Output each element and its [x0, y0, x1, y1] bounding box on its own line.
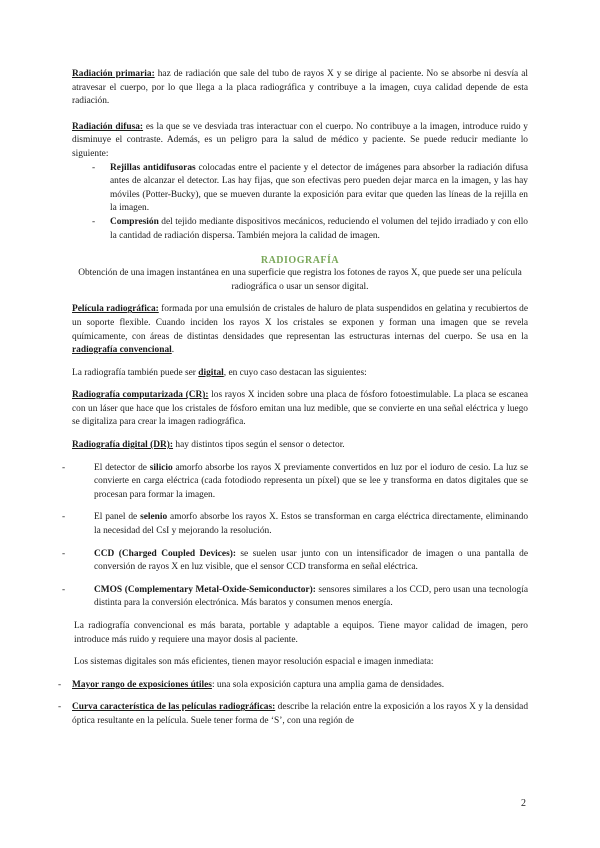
term-rango-exposiciones: Mayor rango de exposiciones útiles: [72, 679, 212, 690]
term-cr: Radiografía computarizada (CR):: [72, 390, 209, 401]
paragraph-radiacion-primaria: [72, 68, 528, 109]
list-dash: -: [58, 679, 62, 690]
term-curva-caracteristica: Curva característica de las películas radiográficas:: [72, 702, 276, 713]
paragraph-digital-intro: [72, 367, 528, 381]
text-curva-caracteristica: describe la relación entre la exposición a los rayos X y la densidad óptica resultante en la película. Suele tener forma de ‘S’, con una región de: [72, 702, 529, 726]
list-item: [62, 584, 528, 611]
text-rango-exposiciones: : una sola exposición captura una amplia gama de densidades.: [211, 679, 445, 690]
text-ccd: se suelen usar junto con un intensificador de imagen o una pantalla de conversión de rayos X en luz visible, que el sensor CCD transforma en señal eléctrica.: [94, 548, 528, 573]
term-selenio: selenio: [140, 512, 168, 523]
list-item: [62, 462, 528, 503]
text-compresion: del tejido mediante dispositivos mecánicos, reduciendo el volumen del tejido irradiado y con ello la cantidad de radiación dispersa. También mejora la calidad de imagen.: [110, 216, 528, 241]
text-cmos: sensores similares a los CCD, pero usan una tecnología distinta para la conversión electrónica. Más baratos y consumen menos energía.: [94, 584, 528, 609]
list-dash: -: [62, 512, 66, 523]
text-cr: los rayos X inciden sobre una placa de fósforo fotoestimulable. La placa se escanea con un láser que hace que los cristales de fósforo emitan una luz medible, que se convierte en una señal eléctrica y luego se digitaliza para crear la imagen radiográfica.: [72, 390, 528, 428]
list-dash: -: [92, 216, 96, 227]
text-dr: hay distintos tipos según el sensor o detector.: [173, 440, 345, 451]
text-radiacion-difusa: es la que se ve desviada tras interactuar con el cuerpo. No contribuye a la imagen, introduce ruido y disminuye el contraste. Además, es un peligro para la salud de médico y paciente. Se puede reducir mediante lo siguiente:: [72, 121, 528, 159]
list-dash: -: [62, 462, 66, 473]
text-radiacion-primaria: haz de radiación que sale del tubo de rayos X y se dirige al paciente. No se absorbe ni desvía al atravesar el cuerpo, por lo que llega a la placa radiográfica y contribuye a la imagen, cuya calidad depende de esta radiación.: [72, 69, 528, 107]
text-selenio-b: amorfo absorbe los rayos X. Estos se transforman en carga eléctrica directamente, eliminando la necesidad del CsI y mejorando la resolución.: [94, 512, 529, 537]
list-dash: -: [58, 702, 62, 713]
term-radiacion-primaria: Radiación primaria:: [72, 69, 155, 79]
term-compresion: Compresión: [110, 216, 159, 227]
text-silicio-b: amorfo absorbe los rayos X previamente convertidos en luz por el ioduro de cesio. La luz se convierte en carga eléctrica (cada fotodiodo representa un píxel) que se lee y transforma en datos digitales que se procesan para formar la imagen.: [94, 462, 528, 500]
text-selenio-a: El panel de: [94, 512, 141, 523]
section-title: RADIOGRAFÍA: [260, 255, 340, 267]
term-digital: digital: [198, 367, 224, 378]
term-radiacion-difusa: Radiación difusa:: [72, 121, 144, 132]
text-pelicula-a: formada por una emulsión de cristales de haluro de plata suspendidos en gelatina y recubiertos de un soporte flexible. Cuando inciden los rayos X los cristales se exponen y forman una imagen que se revela químicamente, con áreas de distintas densidades que representan las estructuras internas del cuerpo. Se usa en la: [72, 304, 528, 342]
paragraph-pelicula: [72, 303, 528, 357]
term-pelicula: Película radiográfica:: [72, 304, 159, 315]
text-pelicula-b: .: [171, 345, 175, 356]
list-dash: -: [92, 162, 96, 173]
text-digital-intro-a: La radiografía también puede ser: [72, 367, 199, 378]
text-rejillas: colocadas entre el paciente y el detector de imágenes para absorber la radiación difusa antes de alcanzar el detector. Las hay fijas, que son efectivas pero pueden dejar marca en la imagen, y las hay móviles (Potter-Bucky), que se mueven durante la exposición para evitar que queden las líneas de la rejilla en la imagen.: [110, 162, 528, 214]
list-item: [62, 511, 529, 538]
paragraph-comparison: La radiografía convencional es más barata, portable y adaptable a equipos. Tiene mayor calidad de imagen, pero introduce más ruido y requiere una mayor dosis al paciente.: [74, 621, 528, 645]
term-rejillas: Rejillas antidifusoras: [110, 162, 196, 173]
list-dash: -: [62, 548, 66, 559]
paragraph-radiacion-difusa: [72, 121, 528, 162]
list-item: [62, 548, 528, 575]
term-cmos: CMOS (Complementary Metal-Oxide-Semiconductor):: [94, 584, 316, 595]
paragraph-dr: [72, 439, 528, 453]
list-item: [58, 679, 528, 693]
text-digital-intro-b: , en cuyo caso destacan las siguientes:: [223, 367, 367, 378]
page-number: 2: [521, 798, 526, 809]
list-dash: -: [62, 584, 66, 595]
term-radiografia-convencional: radiografía convencional: [72, 345, 172, 356]
text-silicio-a: El detector de: [94, 462, 150, 473]
list-item: [88, 162, 528, 216]
term-ccd: CCD (Charged Coupled Devices):: [94, 548, 236, 559]
section-intro: Obtención de una imagen instantánea en una superficie que registra los fotones de rayos X, que puede ser una película radiográfica o usar un sensor digital.: [78, 268, 522, 292]
document-page: [58, 68, 529, 729]
radiacion-difusa-list: [72, 162, 528, 244]
term-dr: Radiografía digital (DR):: [72, 440, 174, 451]
list-item: [58, 701, 529, 728]
list-item: [88, 216, 528, 243]
paragraph-digital-advantages: Los sistemas digitales son más eficientes, tienen mayor resolución espacial e imagen inmediata:: [74, 657, 434, 668]
paragraph-cr: [72, 389, 528, 430]
term-silicio: silicio: [149, 462, 173, 473]
